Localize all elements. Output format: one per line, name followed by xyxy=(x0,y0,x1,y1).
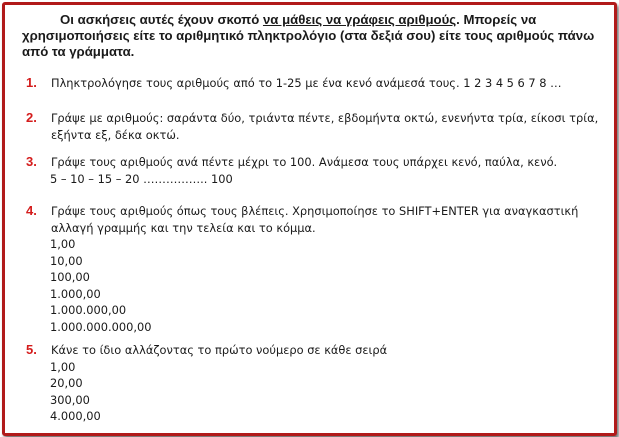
number-line: 300,00 xyxy=(50,392,90,407)
number-line: 10,00 xyxy=(50,253,83,268)
exercise-number: 4. xyxy=(26,203,37,218)
exercise-2 xyxy=(26,110,601,143)
number-line: 1.000,00 xyxy=(50,286,101,301)
intro-underlined: να μάθεις να γράφεις αριθμούς xyxy=(262,12,457,27)
exercise-number: 3. xyxy=(26,154,37,169)
exercise-text: Γράψε με αριθμούς: σαράντα δύο, τριάντα πέντε, εβδομήντα οκτώ, ενενήντα τρία, είκοσι τρία, εξήντα εξ, δέκα οκτώ. xyxy=(51,111,599,142)
number-line: 1.000.000,00 xyxy=(50,303,127,317)
number-line: 1,00 xyxy=(50,359,76,374)
number-line: 20,00 xyxy=(50,376,83,390)
exercise-4 xyxy=(26,203,601,335)
exercise-1 xyxy=(26,75,601,92)
intro-paragraph xyxy=(22,12,597,60)
number-line: 100,00 xyxy=(50,270,90,284)
exercise-number: 5. xyxy=(26,342,37,357)
exercise-text: Γράψε τους αριθμούς ανά πέντε μέχρι το 100. Ανάμεσα τους υπάρχει κενό, παύλα, κενό. xyxy=(51,155,558,169)
exercise-3 xyxy=(26,154,601,187)
number-line: 1.000.000.000,00 xyxy=(50,319,152,334)
exercise-5 xyxy=(26,342,601,425)
exercise-text: Γράψε τους αριθμούς όπως τους βλέπεις. Χρησιμοποίησε το SHIFT+ENTER για αναγκαστική αλλαγή γραμμής και την τελεία και το κόμμα. xyxy=(51,204,579,235)
number-line: 4.000,00 xyxy=(50,409,101,423)
exercise-text: Πληκτρολόγησε τους αριθμούς από το 1-25 με ένα κενό ανάμεσά τους. 1 2 3 4 5 6 7 8 … xyxy=(51,76,562,90)
exercise-text: Κάνε το ίδιο αλλάζοντας το πρώτο νούμερο σε κάθε σειρά xyxy=(51,343,388,357)
exercise-number: 1. xyxy=(26,75,37,90)
intro-text-2: . Μπορείς να χρησιμοποιήσεις είτε το αριθμητικό πληκτρολόγιο (στα δεξιά σου) είτε τους αριθμούς πάνω από τα γράμματα. xyxy=(22,12,595,59)
intro-text-1: Οι ασκήσεις αυτές έχουν σκοπό xyxy=(60,12,263,27)
exercise-example: 5 – 10 – 15 – 20 …………….. 100 xyxy=(50,171,233,186)
number-line: 1,00 xyxy=(50,237,76,251)
exercise-number: 2. xyxy=(26,110,37,125)
